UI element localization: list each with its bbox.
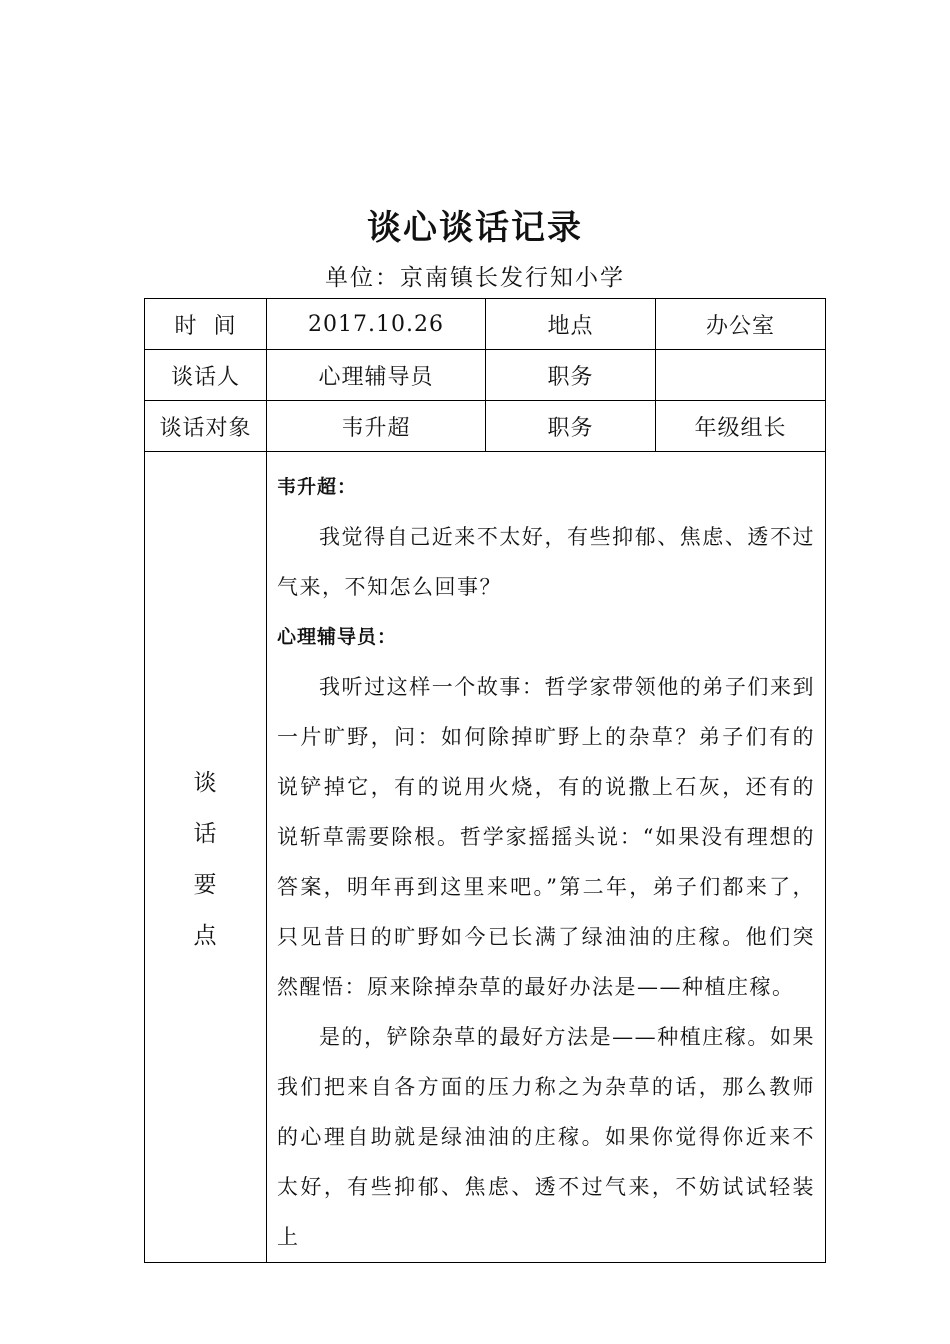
- table-row-time: [145, 299, 826, 350]
- section-label: [145, 452, 267, 1263]
- paragraph: 我觉得自己近来不太好，有些抑郁、焦虑、透不过气来，不知怎么回事？: [277, 525, 815, 599]
- target-label: 谈话对象: [145, 401, 267, 452]
- paragraph: 我听过这样一个故事：哲学家带领他的弟子们来到一片旷野，问：如何除掉旷野上的杂草？弟子们有的说铲掉它，有的说用火烧，有的说撒上石灰，还有的说斩草需要除根。哲学家摇摇头说：“如果没有理想的答案，明年再到这里来吧。”第二年，弟子们都来了，只见昔日的旷野如今已长满了绿油油的庄稼。他们突然醒悟：原来除掉杂草的最好办法是——种植庄稼。: [277, 675, 815, 999]
- speaker-value: 心理辅导员: [267, 350, 486, 401]
- speaker-label: 谈话人: [145, 350, 267, 401]
- location-label: 地点: [486, 299, 656, 350]
- table-row-content: [145, 452, 826, 1263]
- conversation-content: [267, 452, 826, 1263]
- target-value: 韦升超: [267, 401, 486, 452]
- table-row-speaker: [145, 350, 826, 401]
- speaker-name: 心理辅导员：: [277, 626, 398, 648]
- target-position-value: 年级组长: [656, 401, 826, 452]
- section-label-char: 要: [193, 872, 218, 898]
- section-label-char: 话: [193, 821, 218, 847]
- document-title: 谈心谈话记录: [367, 208, 583, 248]
- target-position-label: 职务: [486, 401, 656, 452]
- speaker-position-label: 职务: [486, 350, 656, 401]
- paragraph: 是的，铲除杂草的最好方法是——种植庄稼。如果我们把来自各方面的压力称之为杂草的话，那么教师的心理自助就是绿油油的庄稼。如果你觉得你近来不太好，有些抑郁、焦虑、透不过气来，不妨试试轻装上: [277, 1025, 815, 1249]
- location-value: 办公室: [656, 299, 826, 350]
- section-label-char: 谈: [193, 770, 218, 796]
- speaker-position-value: [656, 350, 826, 401]
- time-value: 2017.10.26: [267, 299, 486, 350]
- speaker-name: 韦升超：: [277, 476, 358, 498]
- section-label-char: 点: [193, 923, 218, 949]
- table-row-target: [145, 401, 826, 452]
- time-label: 时 间: [145, 299, 267, 350]
- unit-line: 单位：京南镇长发行知小学: [325, 265, 625, 291]
- record-table: [144, 298, 826, 1263]
